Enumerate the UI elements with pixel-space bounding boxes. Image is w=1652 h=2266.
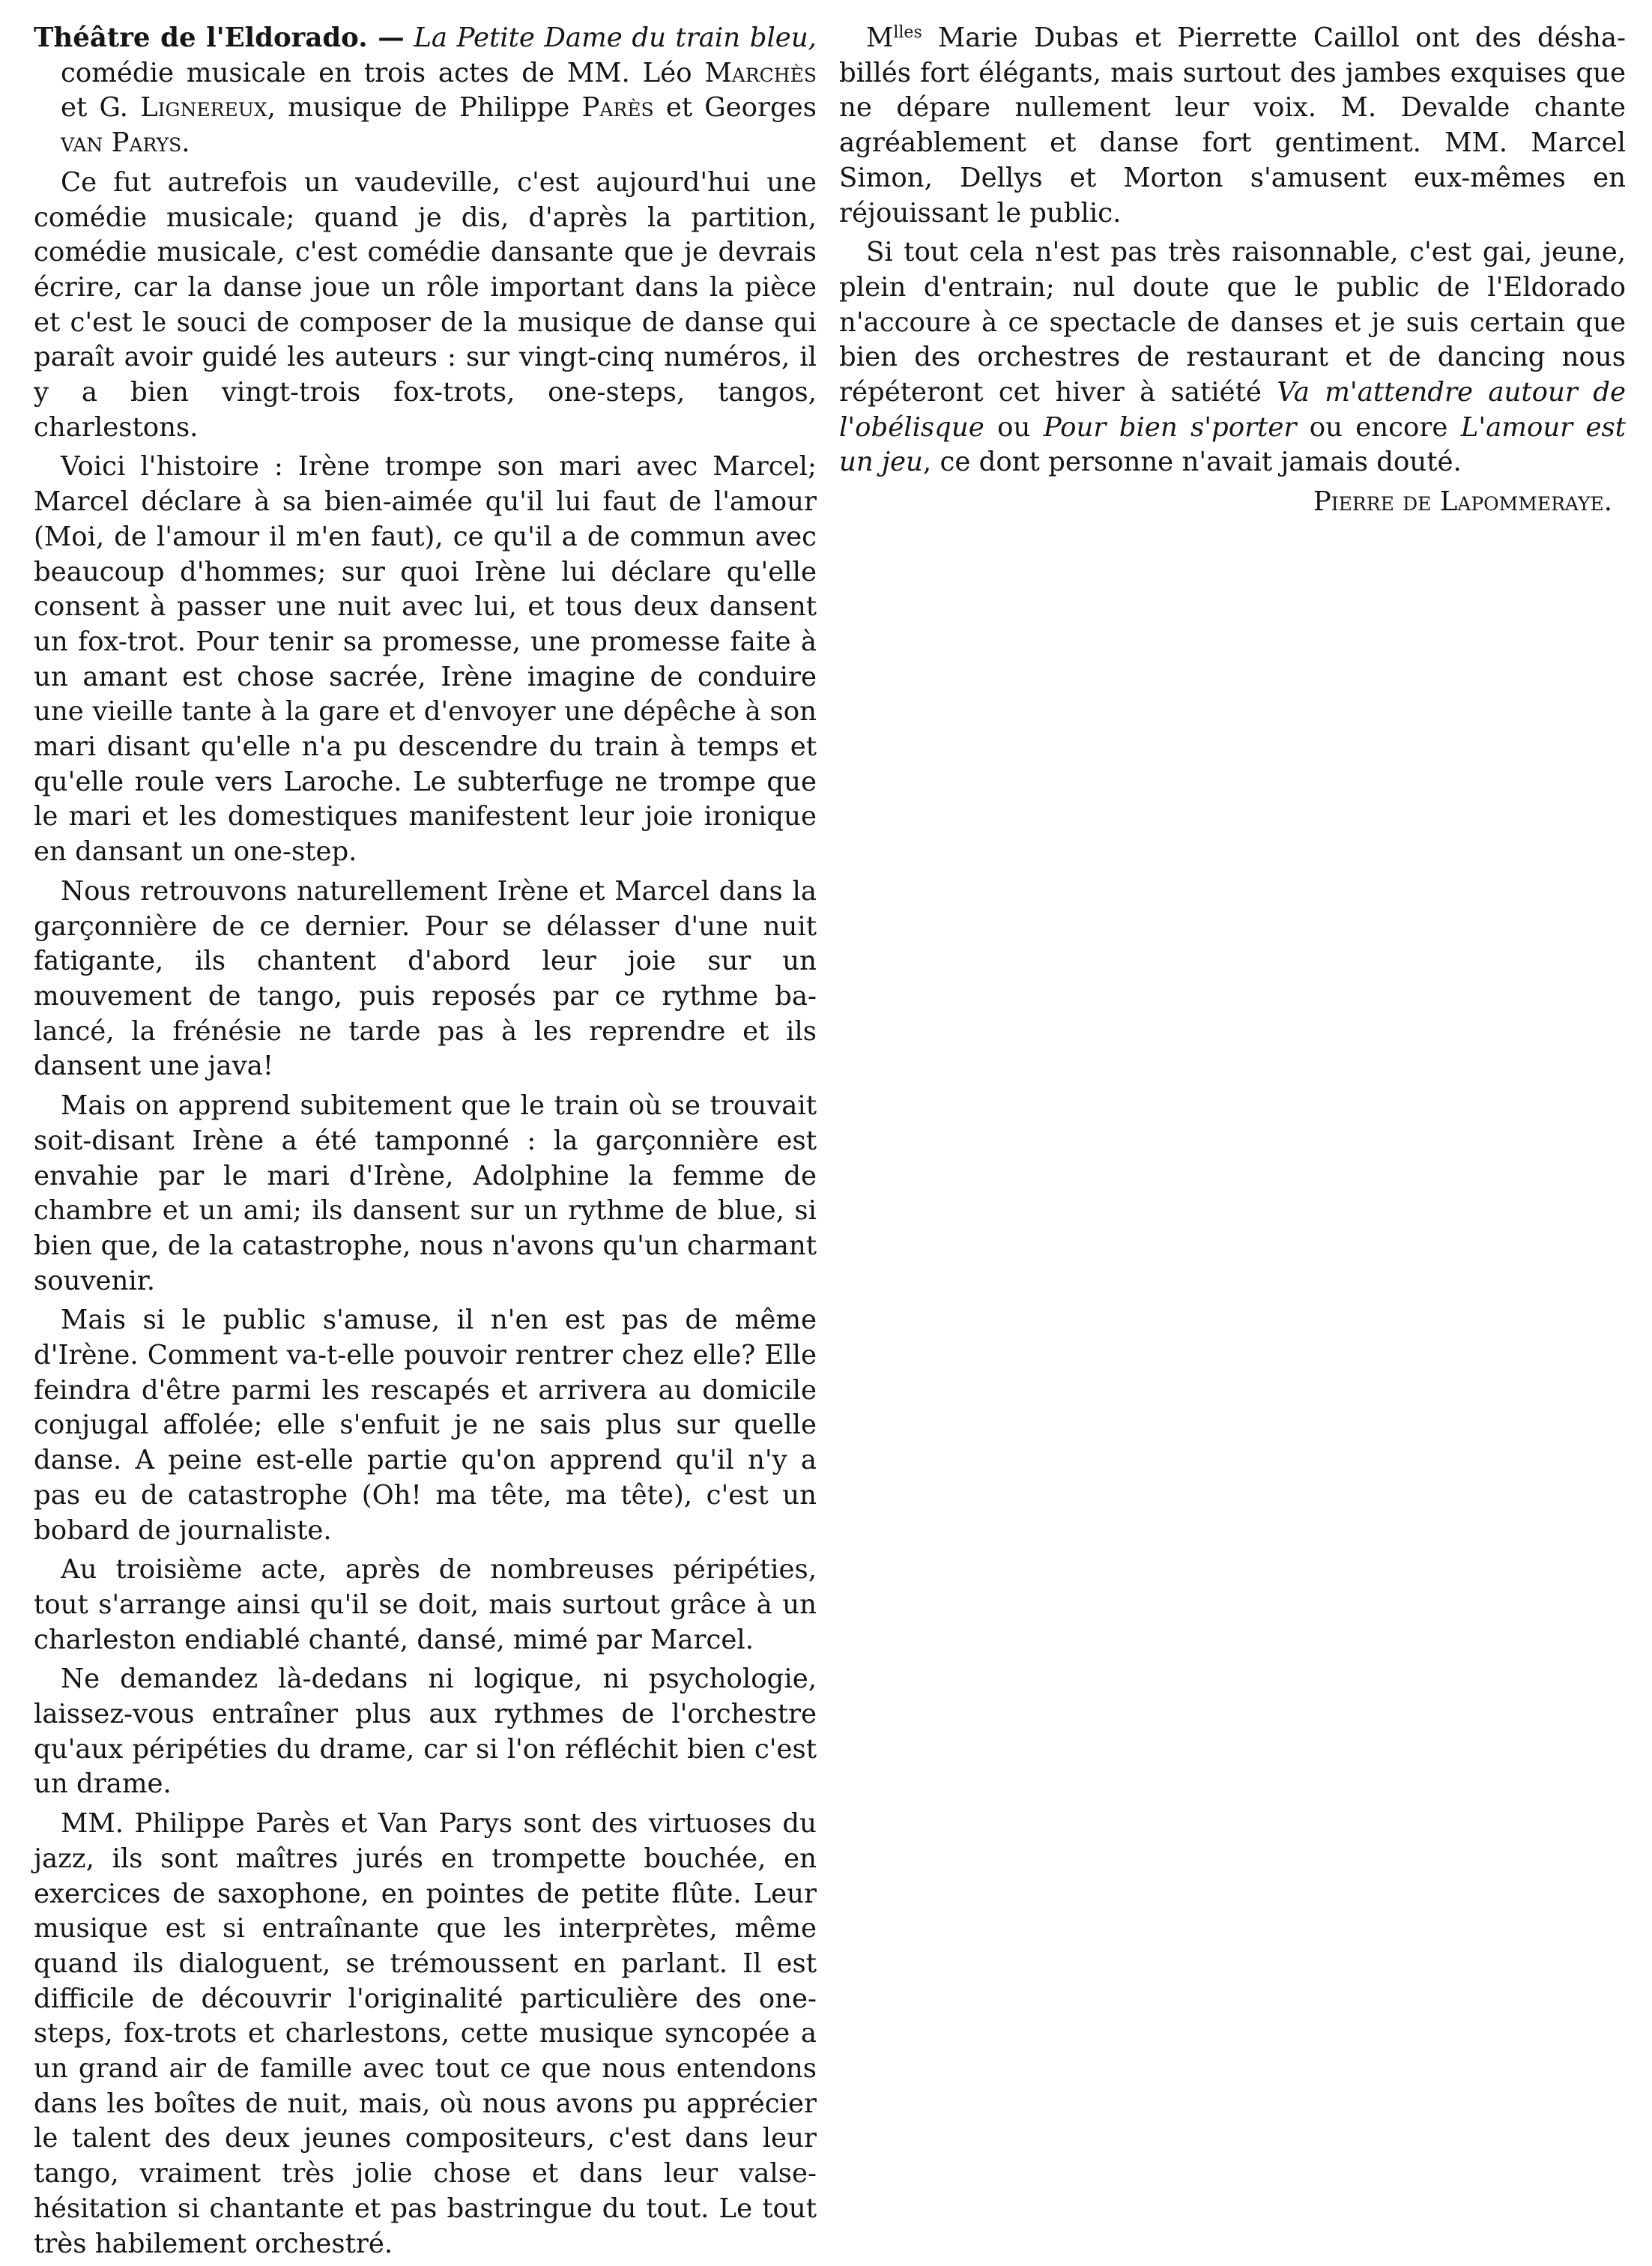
closing-text-4: , ce dont personne n'avait jamais douté. bbox=[922, 447, 1462, 478]
author-2: Lignereux bbox=[140, 92, 267, 124]
paragraph-composers: MM. Philippe Parès et Van Parys sont des virtuoses du jazz, ils sont maîtres jurés en trompette bouchée, en exercices de saxophone, en pointes de petite flûte. Leur musique est si entraînante que les interprètes, même quand ils dialoguent, se trémoussent en parlant. Il est difficile de découvrir l'originalité particulière des one-steps, fox-trots et charlestons, cette musique syncopée a un grand air de famille avec tout ce que nous entendons dans les boîtes de nuit, mais, où nous avons pu apprécier le talent des deux jeunes compositeurs, c'est dans leur tango, vraiment très jolie chose et dans leur valse-hésitation si chantante et pas bastringue du tout. Le tout très habilement orchestré. bbox=[34, 1808, 817, 2259]
play-title: La Petite Dame du train bleu, bbox=[414, 22, 817, 53]
paragraph: Nous retrouvons naturellement Irène et Marcel dans la garçonnière de ce dernier. Pour se délasser d'une nuit fatigante, ils chantent d'abord leur joie sur un mouvement de tango, puis reposés par ce rythme balancé, la frénésie ne tarde pas à les reprendre et ils dansent une java! bbox=[34, 875, 817, 1082]
closing-text-1: Si tout cela n'est pas très raisonnable, c'est gai, jeune, plein d'entrain; nul doute que le public de l'Eldorado n'accoure à ce spectacle de danses et je suis certain que bien des orchestres de restaurant et de dancing nous répéteront cet hiver à satiété bbox=[839, 237, 1626, 408]
paragraph: Ce fut autrefois un vaudeville, c'est aujourd'hui une comédie musicale; quand je dis, d'après la partition, comédie musicale, c'est comédie dansante que je devrais écrire, car la danse joue un rôle important dans la pièce et c'est le souci de composer de la musique de danse qui paraît avoir guidé les auteurs : sur vingt-cinq numéros, il y a bien vingt-trois fox-trots, one-steps, tangos, charlestons. bbox=[34, 166, 817, 443]
closing-text-3: ou encore bbox=[1296, 411, 1461, 443]
right-column bbox=[839, 21, 1626, 520]
cast-text: Marie Dubas et Pierrette Caillol ont des déshabillés fort élégants, mais surtout des jambes exquises que ne dépare nullement leur voix. M. Devalde chante agréablement et danse fort gentiment. MM. Marcel Simon, Dellys et Morton s'amusent eux-mêmes en réjouissant le public. bbox=[839, 22, 1626, 229]
heading-text-5: . bbox=[181, 127, 190, 159]
author-signature: Pierre de Lapommeraye. bbox=[1313, 486, 1612, 518]
composer-2: van Parys bbox=[61, 127, 182, 159]
review-heading bbox=[34, 21, 817, 161]
song-title-2: Pour bien s'porter bbox=[1043, 411, 1297, 443]
left-column bbox=[34, 21, 817, 2266]
song-title-1: Va m'attendre autour de l'obélisque bbox=[839, 377, 1626, 443]
cast-superscript: lles bbox=[893, 22, 922, 42]
composer-1: Parès bbox=[581, 92, 654, 124]
heading-text-2: et G. bbox=[61, 92, 128, 124]
song-title-3: L'amour est un jeu bbox=[839, 411, 1627, 478]
cast-prefix: M bbox=[866, 22, 894, 53]
closing-paragraph bbox=[839, 235, 1626, 480]
heading-text-1: comédie musicale en trois actes de MM. Léo bbox=[61, 57, 692, 88]
heading-text-3: , musique de Philippe bbox=[267, 92, 570, 124]
paragraph: Au troisième acte, après de nombreuses péripéties, tout s'arrange ainsi qu'il se doit, mais surtout grâce à un charleston endiablé chanté, dansé, mimé par Marcel. bbox=[34, 1554, 817, 1655]
heading-text-4: et Georges bbox=[665, 92, 817, 124]
closing-text-2: ou bbox=[984, 411, 1044, 443]
cast-paragraph bbox=[839, 21, 1626, 231]
paragraph: Mais si le public s'amuse, il n'en est pas de même d'Irène. Comment va-t-elle pouvoir rentrer chez elle? Elle feindra d'être parmi les rescapés et arrivera au domicile conjugal affolée; elle s'enfuit je ne sais plus sur quelle danse. A peine est-elle partie qu'on apprend qu'il n'y a pas eu de catastrophe (Oh! ma tête, ma tête), c'est un bobard de journaliste. bbox=[34, 1305, 817, 1546]
author-1: Marchès bbox=[704, 57, 817, 88]
theatre-name: Théâtre de l'Eldorado. — bbox=[34, 22, 405, 53]
paragraph: Voici l'histoire : Irène trompe son mari avec Marcel; Marcel déclare à sa bien-aimée qu'il lui faut de l'amour (Moi, de l'amour il m'en faut), ce qu'il a de commun avec beaucoup d'hommes; sur quoi Irène lui déclare qu'elle consent à passer une nuit avec lui, et tous deux dansent un fox-trot. Pour tenir sa promesse, une promesse faite à un amant est chose sacrée, Irène imagine de conduire une vieille tante à la gare et d'envoyer une dépêche à son mari disant qu'elle n'a pu descendre du train à temps et qu'elle roule vers Laroche. Le subterfuge ne trompe que le mari et les domestiques manifestent leur joie ironique en dansant un one-step. bbox=[34, 451, 817, 868]
paragraph: Ne demandez là-dedans ni logique, ni psychologie, laissez-vous entraîner plus aux rythmes de l'orchestre qu'aux péripéties du drame, car si l'on réfléchit bien c'est un drame. bbox=[34, 1664, 817, 1800]
paragraph: Mais on apprend subitement que le train où se trouvait soit-disant Irène a été tamponné : la garçonnière est envahie par le mari d'Irène, Adolphine la femme de chambre et un ami; ils dansent sur un rythme de blue, si bien que, de la catastrophe, nous n'avons qu'un charmant souvenir. bbox=[34, 1090, 817, 1296]
